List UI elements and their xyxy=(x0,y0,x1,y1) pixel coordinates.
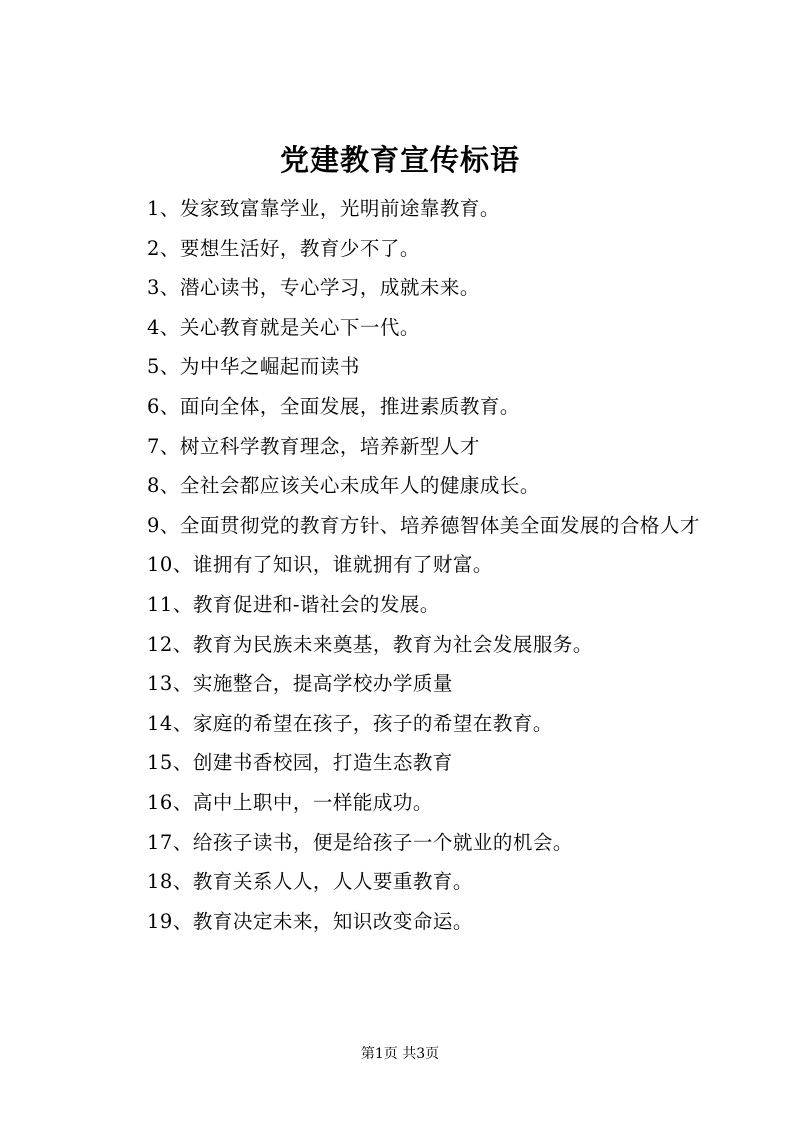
slogan-item: 18、教育关系人人，人人要重教育。 xyxy=(147,870,473,894)
slogan-item: 7、树立科学教育理念，培养新型人才 xyxy=(147,434,480,458)
slogan-item: 14、家庭的希望在孩子，孩子的希望在教育。 xyxy=(147,711,553,735)
slogan-item: 17、给孩子读书，便是给孩子一个就业的机会。 xyxy=(147,830,573,854)
slogan-item: 1、发家致富靠学业，光明前途靠教育。 xyxy=(147,197,500,220)
slogan-item: 13、实施整合，提高学校办学质量 xyxy=(147,672,453,696)
slogan-item: 5、为中华之崛起而读书 xyxy=(147,355,360,379)
slogan-item: 9、全面贯彻党的教育方针、培养德智体美全面发展的合格人才 xyxy=(147,513,700,537)
slogan-item: 10、谁拥有了知识，谁就拥有了财富。 xyxy=(147,553,493,577)
document-title: 党建教育宣传标语 xyxy=(279,143,520,177)
slogan-item: 15、创建书香校园，打造生态教育 xyxy=(147,751,453,775)
slogan-item: 3、潜心读书，专心学习，成就未来。 xyxy=(147,276,480,300)
slogan-item: 16、高中上职中，一样能成功。 xyxy=(147,790,433,814)
slogan-item: 19、教育决定未来，知识改变命运。 xyxy=(147,909,473,933)
slogan-item: 11、教育促进和-谐社会的发展。 xyxy=(147,592,440,616)
slogan-item: 8、全社会都应该关心未成年人的健康成长。 xyxy=(147,474,540,498)
slogan-item: 12、教育为民族未来奠基，教育为社会发展服务。 xyxy=(147,632,593,656)
page-footer: 第1页 共3页 xyxy=(360,1046,440,1062)
slogan-list xyxy=(108,189,708,941)
slogan-item: 2、要想生活好，教育少不了。 xyxy=(147,236,420,260)
slogan-item: 6、面向全体，全面发展，推进素质教育。 xyxy=(147,394,520,418)
slogan-item: 4、关心教育就是关心下一代。 xyxy=(147,315,420,339)
